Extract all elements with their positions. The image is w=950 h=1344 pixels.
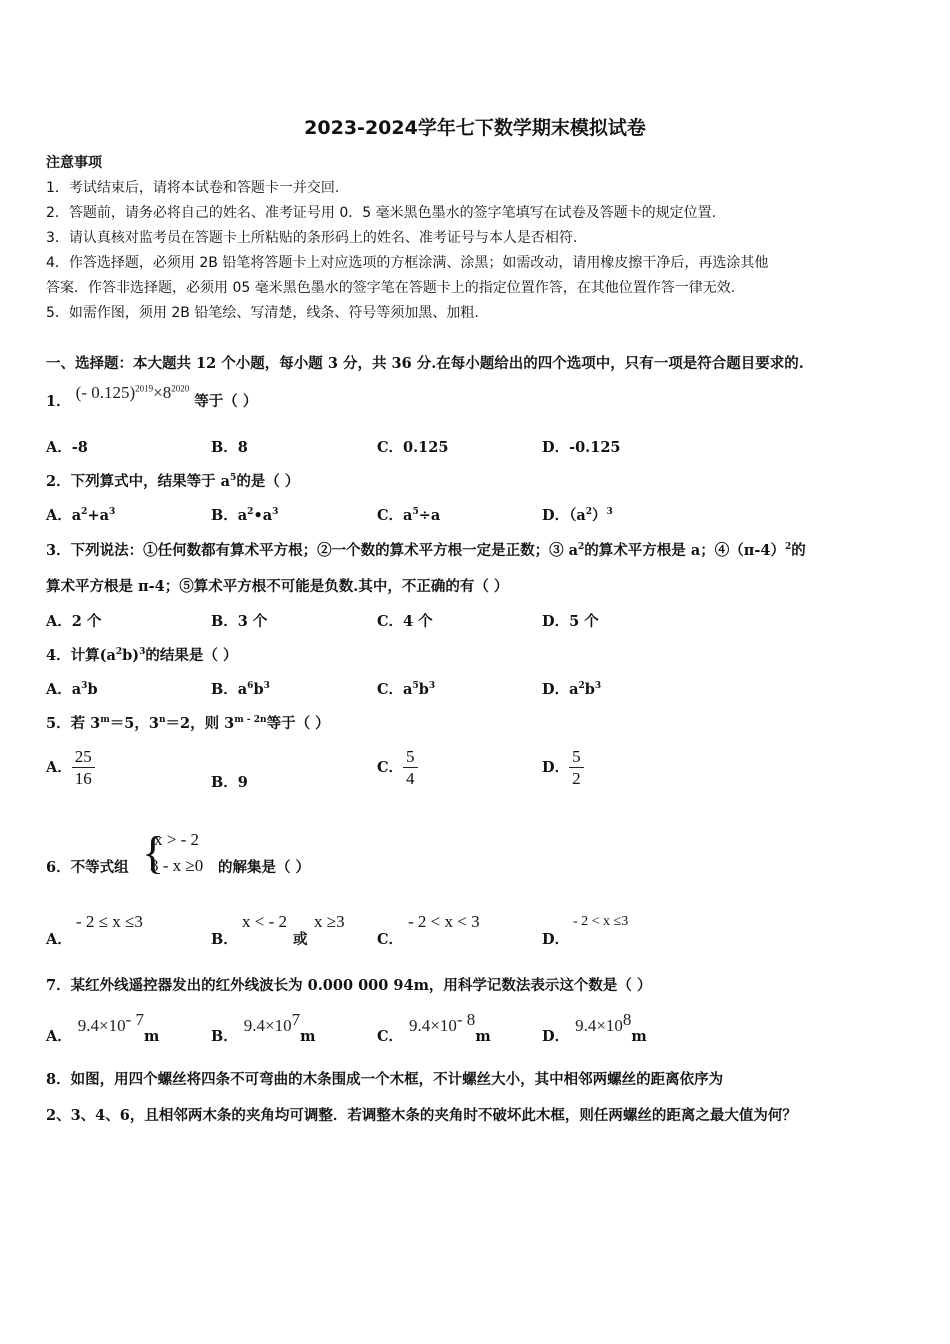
q2-d-exp1: 2	[585, 507, 592, 518]
q2-option-d[interactable]	[542, 504, 613, 525]
q1-exp1: 2019	[135, 383, 154, 394]
q7-c-label: C．	[377, 1027, 404, 1045]
q6-option-b-math-2[interactable]: x ≥3	[314, 912, 345, 931]
question-1	[46, 382, 258, 410]
q2-c-mid: ÷a	[418, 507, 441, 524]
q4-c-exp1: 5	[412, 681, 419, 692]
q5-c-denominator: 4	[406, 769, 415, 789]
q4-b-exp1: 6	[247, 681, 254, 692]
q1-option-d[interactable]: D．-0.125	[542, 439, 621, 456]
q7-option-a[interactable]	[46, 1010, 160, 1045]
q2-b-mid: •a	[253, 507, 273, 524]
question-4	[46, 644, 237, 665]
q3-line1-c: 的	[791, 542, 806, 559]
q7-d-unit: m	[631, 1027, 647, 1045]
q5-a-numerator: 25	[72, 746, 95, 768]
q6-stem-b: 的解集是（ ）	[218, 859, 311, 876]
q5-c-label: C．	[377, 758, 404, 776]
q7-a-label: A．	[46, 1027, 72, 1045]
q5-stem-d: 等于（ ）	[266, 715, 330, 732]
q5-d-denominator: 2	[572, 769, 581, 789]
q2-stem-a: 2．下列算式中，结果等于 a	[46, 473, 231, 490]
q4-stem-a: 4．计算(a	[46, 647, 116, 664]
q1-number: 1．	[46, 393, 71, 410]
q6-option-c-math[interactable]: - 2 < x < 3	[408, 912, 480, 931]
q1-option-c[interactable]: C．0.125	[377, 439, 449, 456]
q6-brace-icon: {	[142, 827, 165, 878]
notice-item-2: 2．答题前，请务必将自己的姓名、准考证号用 0．5 毫米黑色墨水的签字笔填写在试卷及答题卡的规定位置.	[46, 205, 717, 221]
q6-row-2: 3 - x ≥0	[150, 856, 204, 875]
q4-a-label: A．	[46, 681, 72, 698]
q7-option-b[interactable]	[211, 1010, 316, 1045]
q2-c-base: a	[403, 507, 413, 524]
notice-item-5: 5．如需作图，须用 2B 铅笔绘、写清楚，线条、符号等须加黑、加粗.	[46, 305, 479, 321]
q2-option-b[interactable]	[211, 504, 278, 525]
q5-stem-b: ＝5，3	[109, 715, 159, 732]
q3-option-b[interactable]: B．3 个	[211, 613, 268, 630]
q5-d-fraction	[569, 746, 584, 790]
q4-c-b: b	[418, 681, 429, 698]
notice-item-4: 4．作答选择题，必须用 2B 铅笔将答题卡上对应选项的方框涂满、涂黑；如需改动，请用橡皮擦干净后，再选涂其他	[46, 255, 769, 271]
q2-d-exp2: 3	[606, 507, 613, 518]
q4-stem-b: b)	[122, 647, 140, 664]
question-3-line-2: 算术平方根是 π-4；⑤算术平方根不可能是负数.其中，不正确的有（ ）	[46, 578, 509, 595]
q1-option-a[interactable]: A．-8	[46, 439, 88, 456]
q3-option-a[interactable]: A．2 个	[46, 613, 102, 630]
q2-a-base: a	[71, 507, 82, 524]
q2-option-c[interactable]	[377, 504, 440, 525]
q4-stem-exp2: 3	[139, 647, 146, 658]
q7-b-mantissa: 9.4×10	[243, 1015, 292, 1035]
q2-b-exp2: 3	[272, 507, 279, 518]
q6-option-c-label[interactable]: C．	[377, 931, 404, 948]
q6-option-a-label[interactable]: A．	[46, 931, 72, 948]
q4-b-b: b	[253, 681, 264, 698]
q7-c-unit: m	[475, 1027, 491, 1045]
question-8-line-1: 8．如图，用四个螺丝将四条不可弯曲的木条围成一个木框，不计螺丝大小，其中相邻两螺丝的距离依序为	[46, 1071, 724, 1088]
q5-stem-a: 5．若 3	[46, 715, 101, 732]
q5-a-fraction	[72, 746, 95, 790]
q5-option-b[interactable]: B．9	[211, 774, 248, 791]
q5-a-label: A．	[46, 758, 72, 776]
question-3-line-1	[46, 539, 806, 560]
q2-b-label: B．	[211, 507, 238, 524]
q4-option-b[interactable]	[211, 678, 270, 699]
q2-b-exp1: 2	[247, 507, 254, 518]
q4-c-label: C．	[377, 681, 404, 698]
q2-a-exp1: 2	[81, 507, 88, 518]
notice-item-4-cont: 答案．作答非选择题，必须用 05 毫米黑色墨水的签字笔在答题卡上的指定位置作答，在其他位置作答一律无效.	[46, 280, 736, 296]
q4-option-a[interactable]	[46, 678, 98, 699]
q4-d-b: b	[584, 681, 595, 698]
q2-c-label: C．	[377, 507, 404, 524]
q4-stem-c: 的结果是（ ）	[145, 647, 238, 664]
q4-c-base: a	[403, 681, 413, 698]
q3-option-c[interactable]: C．4 个	[377, 613, 433, 630]
q7-b-unit: m	[300, 1027, 316, 1045]
q4-a-base: a	[71, 681, 82, 698]
q4-b-label: B．	[211, 681, 238, 698]
q2-c-exp1: 5	[412, 507, 419, 518]
q1-expression	[76, 383, 190, 402]
q7-option-d[interactable]	[542, 1010, 647, 1045]
q7-a-mantissa: 9.4×10	[77, 1015, 126, 1035]
q2-stem-exp: 5	[230, 473, 237, 484]
q6-option-d-math[interactable]: - 2 < x ≤3	[573, 914, 629, 929]
q1-option-b[interactable]: B．8	[211, 439, 248, 456]
q5-stem-exp2: n	[158, 715, 166, 726]
q5-option-c[interactable]	[377, 746, 418, 790]
q5-c-fraction	[403, 746, 418, 790]
q4-d-exp1: 2	[578, 681, 585, 692]
q7-b-label: B．	[211, 1027, 238, 1045]
notice-heading: 注意事项	[46, 155, 102, 171]
q4-c-exp2: 3	[428, 681, 436, 692]
q4-stem-exp1: 2	[115, 647, 123, 658]
q5-c-numerator: 5	[403, 746, 418, 768]
q4-a-b: b	[87, 681, 98, 698]
q2-stem-b: 的是（ ）	[236, 473, 300, 490]
q6-option-b-or: 或	[293, 931, 308, 948]
q3-option-d[interactable]: D．5 个	[542, 613, 599, 630]
q1-times: ×8	[153, 383, 172, 402]
q5-stem-c: ＝2，则 3	[165, 715, 235, 732]
q2-option-a[interactable]	[46, 504, 115, 525]
question-8-line-2: 2、3、4、6，且相邻两木条的夹角均可调整．若调整木条的夹角时不破坏此木框，则任两螺丝的距离之最大值为何？	[46, 1107, 797, 1124]
q6-option-b-label[interactable]: B．	[211, 931, 238, 948]
q6-row-1: x > - 2	[154, 830, 199, 849]
q5-stem-exp3: m - 2n	[234, 715, 267, 726]
q7-a-unit: m	[144, 1027, 160, 1045]
page-title: 2023-2024学年七下数学期末模拟试卷	[304, 117, 646, 139]
q5-d-label: D．	[542, 758, 570, 776]
q7-b-exp: 7	[291, 1010, 301, 1029]
q4-a-exp1: 3	[81, 681, 88, 692]
q1-base: (- 0.125)	[75, 383, 136, 402]
q2-a-mid: +a	[87, 507, 109, 524]
question-5	[46, 712, 330, 733]
q2-a-label: A．	[46, 507, 72, 524]
q4-d-exp2: 3	[594, 681, 602, 692]
q7-a-exp: - 7	[125, 1010, 145, 1029]
question-7: 7．某红外线遥控器发出的红外线波长为 0.000 000 94m，用科学记数法表示这个数是（ ）	[46, 977, 652, 994]
q5-a-denominator: 16	[74, 769, 92, 789]
section-heading: 一、选择题：本大题共 12 个小题，每小题 3 分，共 36 分.在每小题给出的四个选项中，只有一项是符合题目要求的.	[46, 355, 804, 372]
q1-tail: 等于（ ）	[194, 393, 258, 410]
q6-stem-a: 6．不等式组	[46, 859, 129, 876]
q3-line1-b: 的算术平方根是 a；④（π-4）	[584, 542, 785, 559]
q7-d-label: D．	[542, 1027, 570, 1045]
q5-option-a[interactable]	[46, 746, 95, 790]
q5-option-d[interactable]	[542, 746, 584, 790]
q5-stem-exp1: m	[100, 715, 110, 726]
q4-b-exp2: 3	[263, 681, 270, 692]
q4-d-label: D．	[542, 681, 570, 698]
q7-option-c[interactable]	[377, 1010, 491, 1045]
q4-b-base: a	[237, 681, 248, 698]
q5-d-numerator: 5	[569, 746, 584, 768]
q1-exp2: 2020	[171, 383, 190, 394]
q7-c-mantissa: 9.4×10	[409, 1015, 457, 1035]
q2-d-mid: ）	[592, 507, 607, 524]
q2-d-base: （a	[569, 507, 586, 524]
q2-a-exp2: 3	[108, 507, 116, 518]
q2-d-label: D．	[542, 507, 570, 524]
q6-option-d-label[interactable]: D．	[542, 931, 570, 948]
q7-d-exp: 8	[622, 1010, 632, 1029]
q7-c-exp: - 8	[456, 1010, 476, 1029]
question-2	[46, 470, 299, 491]
q3-line1-a: 3．下列说法：①任何数都有算术平方根；②一个数的算术平方根一定是正数；③ a	[46, 542, 579, 559]
notice-item-1: 1．考试结束后，请将本试卷和答题卡一并交回.	[46, 180, 340, 196]
q2-b-base: a	[237, 507, 248, 524]
q4-option-d[interactable]	[542, 678, 601, 699]
q3-line1-exp2: 2	[784, 542, 792, 553]
q4-option-c[interactable]	[377, 678, 435, 699]
q3-line1-exp1: 2	[578, 542, 585, 553]
q7-d-mantissa: 9.4×10	[575, 1015, 623, 1035]
q4-d-base: a	[569, 681, 579, 698]
notice-item-3: 3．请认真核对监考员在答题卡上所粘贴的条形码上的姓名、准考证号与本人是否相符.	[46, 230, 578, 246]
q6-inequality-system	[142, 828, 222, 884]
q6-option-b-math-1[interactable]: x < - 2	[242, 912, 287, 931]
q6-option-a-math[interactable]: - 2 ≤ x ≤3	[76, 912, 143, 931]
